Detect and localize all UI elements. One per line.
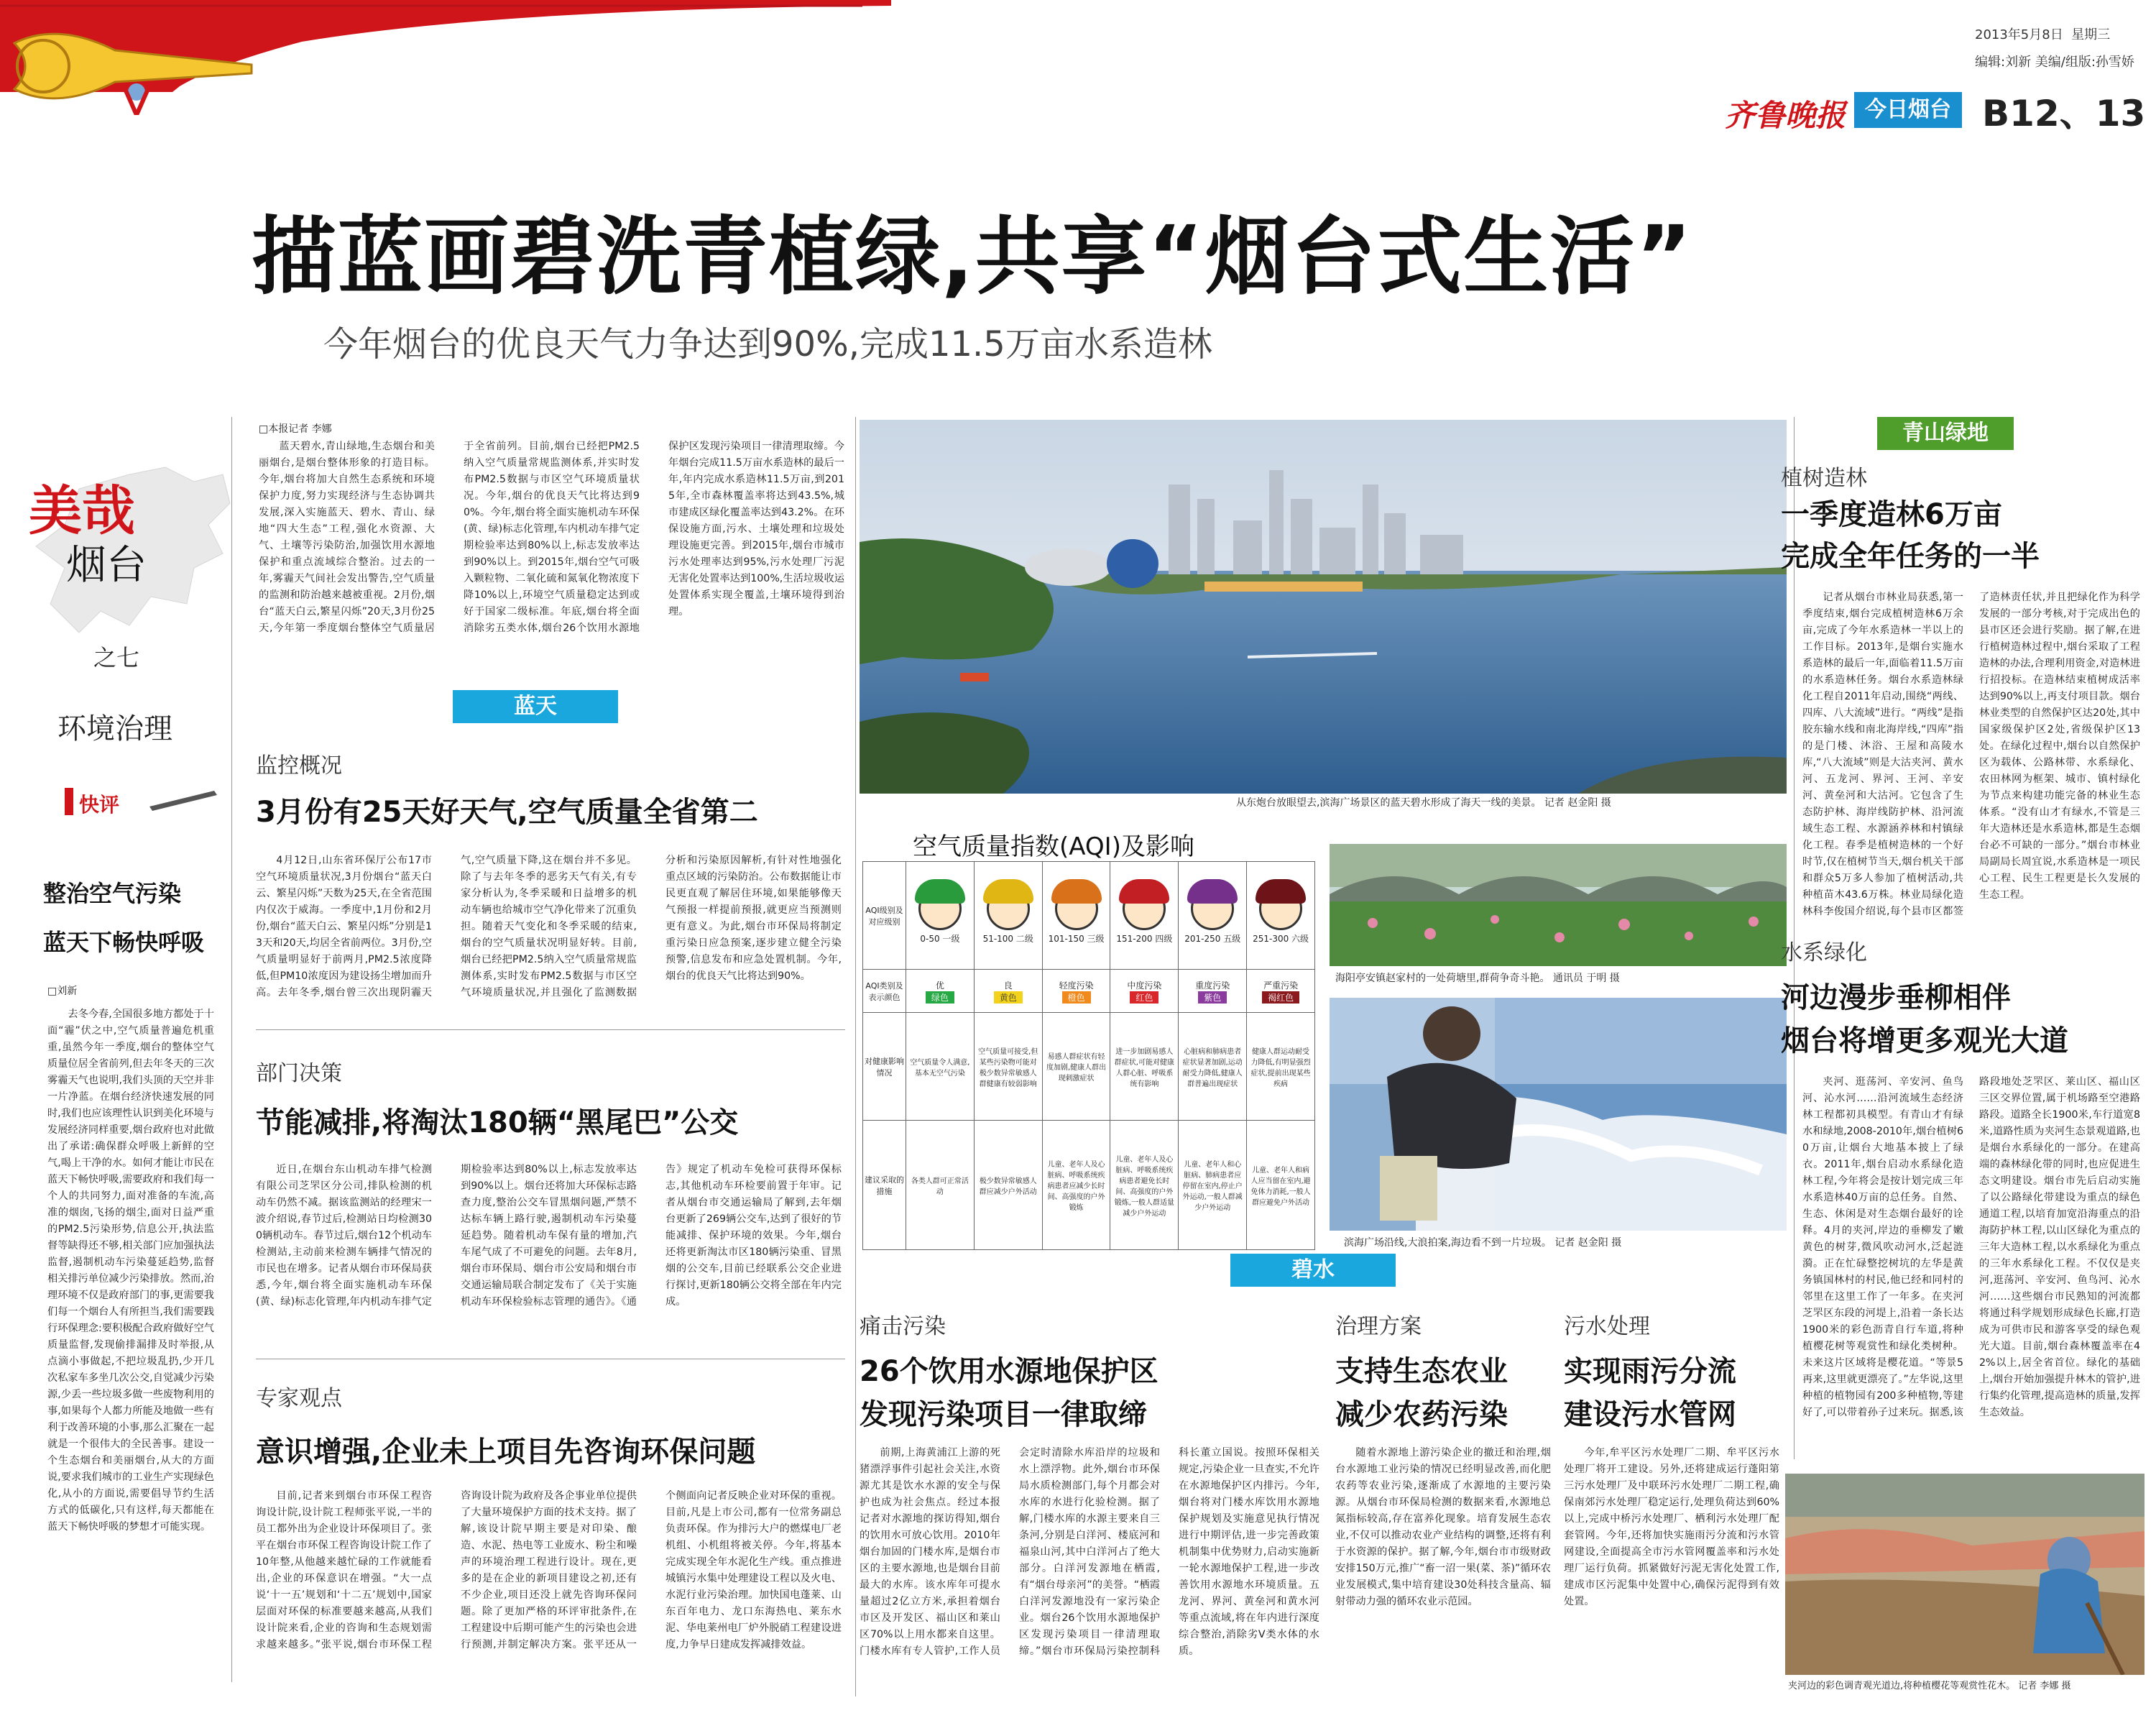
zhuanjia-text xyxy=(256,1488,842,1696)
column-divider xyxy=(855,417,856,1696)
comment-text xyxy=(47,1006,214,1625)
aqi-advice-cell: 儿童、老年人和心脏病、肺病患者应停留在室内,停止户外运动,一般人群减少户外运动 xyxy=(1179,1121,1247,1250)
newspaper-logo: 齐鲁晚报 xyxy=(1725,98,1846,133)
aqi-category: 轻度污染 xyxy=(1059,980,1094,991)
date-text: 2013年5月8日 xyxy=(1975,27,2063,42)
intro-text xyxy=(259,438,844,648)
aqi-level-cell xyxy=(906,862,975,970)
photo-coastline xyxy=(860,420,1787,794)
date xyxy=(1975,24,2110,43)
aqi-chart xyxy=(862,827,1315,1258)
aqi-color-swatch: 黄色 xyxy=(994,991,1023,1004)
aqi-health-cell: 进一步加剧易感人群症状,可能对健康人群心脏、呼吸系统有影响 xyxy=(1110,1013,1179,1121)
comment-author: □刘新 xyxy=(47,986,78,997)
bishui-s3-title-2: 建设污水管网 xyxy=(1564,1398,1736,1431)
photo-waves xyxy=(1330,998,1787,1231)
qingshan-s2-title-1: 河边漫步垂柳相伴 xyxy=(1781,981,2011,1014)
aqi-grade: 四级 xyxy=(1155,933,1173,944)
bishui-s1-title-1: 26个饮用水源地保护区 xyxy=(860,1355,1158,1388)
zhuanjia-paragraph: 目前,记者来到烟台市环保工程咨询设计院,设计院工程师张平说,一半的员工都外出为企业设计环保项目了。张平在烟台市环保工程咨询设计院工作了10年整,从他越来越忙碌的工作就能看出,企业的环保意识在增强。“大一点说‘十一五’规划和‘十二五’规划中,国家层面对环保的标准要越来越高,从我们设计院来看,企业的咨询和生态规划需求越来越多。”张平说,烟台市环保工程咨询设计院为政府及各企事业单位提供了大量环境保护方面的技术支持。据了解,该设计院早期主要是对印染、酿造、水泥、热电等工业废水、粉尘和噪声的环境治理工程进行设计。现在,更多的是在企业的新项目建设之初,还有不少企业,项目还没上就先咨询环保问题。除了更加严格的环评审批条件,在工程建设中后期可能产生的污染也会进行预测,并制定解决方案。张平还从一个侧面向记者反映企业对环保的重视。目前,凡是上市公司,都有一位常务副总负责环保。作为排污大户的燃煤电厂老机组、小机组将被关停。今年,将基本完成实现全年水泥化生产线。重点推进城镇污水集中处理建设工程以及火电、水泥行业污染治理。加快国电蓬莱、山东百年电力、龙口东海热电、莱东水泥、华电莱州电厂炉外脱硝工程建设进度,力争早日建成发挥减排效益。 xyxy=(256,1490,842,1650)
aqi-color-swatch: 紫色 xyxy=(1198,991,1227,1004)
bishui-s2-kicker: 治理方案 xyxy=(1335,1314,1422,1339)
aqi-category: 良 xyxy=(1003,980,1013,991)
section-tag-bishui: 碧水 xyxy=(1230,1254,1396,1287)
main-byline: □本报记者 李娜 xyxy=(259,423,332,435)
mascot-icon xyxy=(1055,887,1098,930)
aqi-advice-cell: 儿童、老年人及心脏病、呼吸系统疾病患者避免长时间、高强度的户外锻炼,一般人群适量减少户外运动 xyxy=(1110,1121,1179,1250)
bishui-s1-text xyxy=(860,1445,1319,1696)
coastline-photo xyxy=(860,420,1787,794)
headline: 描蓝画碧洗青植绿,共享“烟台式生活” xyxy=(252,207,1693,306)
photo4-caption: 夹河边的彩色调青观光道边,将种植樱花等观赏性花木。 记者 李娜 摄 xyxy=(1788,1681,2071,1691)
zhuanjia-title: 意识增强,企业未上项目先咨询环保问题 xyxy=(256,1436,756,1469)
subheadline: 今年烟台的优良天气力争达到90%,完成11.5万亩水系造林 xyxy=(323,324,1212,364)
section-label: 今日烟台 xyxy=(1854,92,1962,128)
aqi-range: 151-200 xyxy=(1116,933,1153,944)
aqi-level-cell xyxy=(1110,862,1179,970)
photo-planting xyxy=(1785,1474,2145,1675)
aqi-color-swatch: 红色 xyxy=(1130,991,1158,1004)
intro-paragraph: 蓝天碧水,青山绿地,生态烟台和美丽烟台,是烟台整体形象的打造目标。今年,烟台将加大自然生态系统和环境保护力度,努力实现经济与生态协调共发展,深入实施蓝天、碧水、青山、绿地“四大生态”工程,强化水资源、大气、土壤等污染防治,加强饮用水源地保护和重点流域综合整治。过去的一年,雾霾天气间社会发出警告,空气质量的监测和防治越来越被重视。2月份,烟台“蓝天白云,繁星闪烁”20天,3月份25天,今年第一季度烟台整体空气质量居于全省前列。目前,烟台已经把PM2.5纳入空气质量常规监测体系,并实时发布PM2.5数据与市区空气环境质量状况。今年,烟台的优良天气比将达到90%。今年,烟台将全面实施机动车环保(黄、绿)标志化管理,车内机动车排气定期检验率达到80%以上,标志发放率达到90%以上。到2015年,烟台空气可吸入颗粒物、二氧化硫和氮氧化物浓度下降10%以上,环境空气质量稳定达到或好于国家二级标准。年底,烟台将全面消除劣五类水体,烟台26个饮用水源地保护区发现污染项目一律清理取缔。今年烟台完成11.5万亩水系造林的最后一年,年内完成水系造林11.5万亩,到2015年,全市森林覆盖率将达到43.5%,城市建成区绿化覆盖率达到43.2%。在环保设施方面,污水、土壤处理和垃圾处理设施更完善。到2015年,烟台市城市污水处理率达到95%,污水处理厂污泥无害化处置率达到100%,生活垃圾收运处置体系实现全覆盖,土壤环境得到治理。 xyxy=(259,441,844,634)
aqi-grade: 六级 xyxy=(1291,933,1309,944)
bishui-s3-paragraph: 今年,牟平区污水处理厂二期、牟平区污水处理厂将开工建设。另外,还将建成运行蓬阳第三污水处理厂及中联环污水处理厂二期工程,确保南郊污水处理厂稳定运行,处理负荷达到60%以上,完成中桥污水处理厂、栖利污水处理厂配套管网。今年,还将加快实施雨污分流和污水管网建设,全面提高全市污水管网覆盖率和污水处理厂运行负荷。抓紧做好污泥无害化处置工作,建成市区污泥集中处置中心,确保污泥得到有效处置。 xyxy=(1564,1447,1779,1607)
aqi-advice-cell: 极少数异常敏感人群应减少户外活动 xyxy=(974,1121,1042,1250)
aqi-color-swatch: 褐红色 xyxy=(1262,991,1299,1004)
aqi-row-label: 对健康影响情况 xyxy=(863,1013,906,1121)
mascot-hair xyxy=(983,879,1033,904)
aqi-category-cell xyxy=(1042,970,1110,1013)
qingshan-s1-paragraph: 记者从烟台市林业局获悉,第一季度结束,烟台完成植树造林6万余亩,完成了今年水系造林一半以上的工作目标。2013年,是烟台实施水系造林的最后一年,面临着11.5万亩的水系造林任务。烟台水系造林绿化工程自2011年启动,围绕“两线、四库、八大流域”进行。“两线”是指胶东输水线和南北海岸线,“四库”指的是门楼、沐浴、王屋和高陵水库,“八大流域”则是大沽夹河、黄水河、五龙河、界河、王河、辛安河、黄垒河和大沽河。它包含了生态防护林、海岸线防护林、沿河流域生态工程、水源涵养林和村镇绿化工程。春季是植树造林的一个好时节,仅在植树节当天,烟台机关干部和群众5万多人参加了植树活动,共种植苗木43.6万株。林业局绿化造林科李俊国介绍说,每个县市区都签了造林责任状,并且把绿化作为科学发展的一部分考核,对于完成出色的县市区还会进行奖励。据了解,在进行植树造林过程中,烟台采取了工程造林的办法,合理利用资金,对造林进行招投标。在造林结束植树成活率达到90%以上,再支付项目款。烟台林业类型的自然保护区达20处,其中国家级保护区2处,省级保护区13处。在绿化过程中,烟台以自然保护区为载体、公路林带、水系绿化、农田林网为框架、城市、镇村绿化为节点来构建功能完备的林业生态体系。“没有山才有绿水,不管是三年大造林还是水系造林,都是生态烟台必不可缺的一部分。”烟台市林业局副局长周宜说,水系造林是一项民心工程、民生工程更是长久发展的生态工程。 xyxy=(1802,592,2140,917)
aqi-category: 严重污染 xyxy=(1263,980,1299,991)
aqi-category-cell xyxy=(906,970,975,1013)
aqi-health-cell: 易感人群症状有轻度加剧,健康人群出现刺激症状 xyxy=(1042,1013,1110,1121)
aqi-grade: 三级 xyxy=(1087,933,1105,944)
mascot-icon xyxy=(987,887,1030,930)
aqi-category-cell xyxy=(1110,970,1179,1013)
bishui-s2-paragraph: 随着水源地上游污染企业的撤迁和治理,烟台水源地工业污染的情况已经明显改善,而化肥农药等农业污染,逐渐成了水源地的主要污染源。从烟台市环保局检测的数据来看,水源地总氮指标较高,存在富养化现象。培育发展生态农业,不仅可以推动农业产业结构的调整,还将有利于水资源的保护。据了解,今年,烟台市市级财政安排150万元,推广“畜一沼一果(菜、茶)”循环农业发展模式,集中培育建设30处科技含量高、辐射带动力强的循环农业示范园。 xyxy=(1335,1447,1551,1607)
mascot-hair xyxy=(1256,879,1306,904)
aqi-level-cell xyxy=(1042,862,1110,970)
masthead-banner xyxy=(0,0,898,115)
bishui-s3-kicker: 污水处理 xyxy=(1564,1314,1650,1339)
logo-meizai: 美哉 xyxy=(29,480,135,542)
aqi-grade: 五级 xyxy=(1223,933,1241,944)
editors: 编辑:刘新 美编/组版:孙雪娇 xyxy=(1975,55,2134,70)
photo1-caption: 从东炮台放眼望去,滨海广场景区的蓝天碧水形成了海天一线的美景。 记者 赵金阳 摄 xyxy=(1236,797,1611,809)
aqi-range: 251-300 xyxy=(1253,933,1289,944)
aqi-grade: 二级 xyxy=(1015,933,1033,944)
page-numbers: B12、13 xyxy=(1982,93,2146,134)
logo-yantai: 烟台 xyxy=(66,542,147,589)
bishui-s2-title-2: 减少农药污染 xyxy=(1335,1398,1508,1431)
divider xyxy=(256,1029,845,1030)
mascot-icon xyxy=(1123,887,1166,930)
bishui-s1-paragraph: 前期,上海黄浦江上游的死猪漂浮事件引起社会关注,水资源尤其是饮水水源的安全与保护也成为社会焦点。经过本报记者对水源地的探访得知,烟台的饮用水可放心饮用。2010年烟台加固的门楼水库,是烟台市区的主要水源地,也是烟台目前最大的水库。该水库年可提水量超过2亿立方米,承担着烟台市区及开发区、福山区和莱山区70%以上用水都来自这里。门楼水库有专人管护,工作人员会定时清除水库沿岸的垃圾和水上漂浮物。此外,烟台市环保局水质检测部门,每个月都会对水库的水进行化验检测。据了解,门楼水库的水源主要来自三条河,分别是白洋河、楼底河和福泉山河,其中白洋河占了绝大部分。白洋河发源地在栖霞,有“烟台母亲河”的美誉。“栖霞白洋河发源地没有一家污染企业。烟台26个饮用水源地保护区发现污染项目一律清理取缔。”烟台市环保局污染控制科科长董立国说。按照环保相关规定,污染企业一旦查实,不允许在水源地保护区内排污。今年,烟台将对门楼水库饮用水源地保护规划及实施意见执行情况进行中期评估,进一步完善政策机制集中优势财力,启动实施新一轮水源地保护工程,进一步改善饮用水源地水环境质量。五龙河、界河、黄垒河和黄水河等重点流域,将在年内进行深度综合整治,消除劣V类水体的水质。 xyxy=(860,1447,1319,1657)
aqi-table xyxy=(862,861,1315,1250)
aqi-range: 51-100 xyxy=(982,933,1014,944)
planting-photo xyxy=(1785,1474,2145,1675)
lotus-photo xyxy=(1330,844,1787,966)
aqi-row-label: AQI级别及对应级别 xyxy=(863,862,906,970)
series-number: 之七 xyxy=(93,644,140,671)
aqi-health-cell: 空气质量可接受,但某些污染物可能对极少数异常敏感人群健康有较弱影响 xyxy=(974,1013,1042,1121)
aqi-category: 优 xyxy=(935,980,944,991)
qingshan-s2-text xyxy=(1802,1074,2140,1462)
waves-photo xyxy=(1330,998,1787,1231)
comment-paragraph: 去冬今春,全国很多地方都处于十面“霾”伏之中,空气质量普遍危机重重,虽然今年一季度,烟台的整体空气质量位居全省前列,但去年冬天的三次雾霾天气也说明,我们头顶的天空并非一片净蓝。在烟台经济快速发展的同时,我们也应该理性认识到美化环境与发展经济同样重要,烟台政府也对此做出了承诺:确保群众呼吸上新鲜的空气,喝上干净的水。如何才能让市民在蓝天下畅快呼吸,需要政府和我们每一个人的共同努力,面对准备的车流,高准的烟囱,飞扬的烟尘,面对日益严重的PM2.5污染形势,信息公开,执法监督等缺得还不够,相关部门应加强执法监督,遏制机动车污染蔓延趋势,监督相关排污单位减少污染排放。然而,治理环境不仅是政府部门的事,更需要我们每一个烟台人有所担当,我们需要践行环保理念:要积极配合政府做好空气质量监督,发现偷排漏排及时举报,从点滴小事做起,不把垃圾乱扔,少开几次私家车多坐几次公交,自觉减少污染源,少丢一些垃圾多做一些废物利用的事,如果每个人都力所能及地做一些有利于改善环境的小事,那么汇聚在一起就是一个很伟大的全民善事。建设一个生态烟台和美丽烟台,从大的方面说,要求我们城市的工业生产实现绿色化,从小的方面说,需要倡导节约生活方式的低碳化,只有这样,每天都能在蓝天下畅快呼吸的梦想才可能实现。 xyxy=(47,1009,214,1533)
bumen-kicker: 部门决策 xyxy=(256,1061,342,1086)
aqi-row-label: AQI类别及表示颜色 xyxy=(863,970,906,1013)
mascot-hair xyxy=(915,879,965,904)
bishui-s1-title-2: 发现污染项目一律取缔 xyxy=(860,1398,1147,1431)
zhuanjia-kicker: 专家观点 xyxy=(256,1386,342,1411)
aqi-category-cell xyxy=(1247,970,1315,1013)
mascot-hair xyxy=(1187,879,1238,904)
aqi-range: 101-150 xyxy=(1048,933,1084,944)
slogan-right: 烟台冲锋号 xyxy=(424,42,661,98)
slogan-left: 工作落实年· xyxy=(259,51,437,90)
comment-title-1: 整治空气污染 xyxy=(43,880,182,907)
comment-title-2: 蓝天下畅快呼吸 xyxy=(43,929,205,956)
mascot-hair xyxy=(1119,879,1169,904)
bishui-s3-text xyxy=(1564,1445,1779,1696)
jiance-text xyxy=(256,853,842,1011)
aqi-advice-cell: 各类人群可正常活动 xyxy=(906,1121,975,1250)
mascot-icon xyxy=(1259,887,1302,930)
aqi-health-cell: 心脏病和肺病患者症状显著加剧,运动耐受力降低,健康人群普遍出现症状 xyxy=(1179,1013,1247,1121)
aqi-color-swatch: 绿色 xyxy=(926,991,954,1004)
bishui-s1-kicker: 痛击污染 xyxy=(860,1314,946,1339)
bishui-s2-text xyxy=(1335,1445,1551,1696)
qingshan-s1-title-2: 完成全年任务的一半 xyxy=(1781,540,2040,573)
bumen-paragraph: 近日,在烟台东山机动车排气检测有限公司芝罘区分公司,排队检测的机动车仍然不减。据该监测站的经理宋一波介绍说,春节过后,检测站日均检测300辆机动车。春节过后,烟台12个机动车检测站,主动前来检测车辆排气情况的市民也在增多。记者从烟台市环保局获悉,今年,烟台将全面实施机动车环保(黄、绿)标志化管理,年内机动车排气定期检验率达到80%以上,标志发放率达到90%以上。烟台还将加大环保标志路查力度,整治公交车冒黑烟问题,严禁不达标车辆上路行驶,遏制机动车污染蔓延趋势。随着机动车保有量的增加,汽车尾气成了不可避免的问题。去年8月,烟台市环保局、烟台市公安局和烟台市交通运输局联合制定发布了《关于实施机动车环保检验标志管理的通告》。《通告》规定了机动车免检可获得环保标志,其他机动车环检要前置于年审。记者从烟台市交通运输局了解到,去年烟台更新了269辆公交车,达到了很好的节能减排、保护环境的效果。今年,烟台还将更新淘汰市区180辆污染重、冒黑烟的公交车,目前已经联系公交企业进行探讨,更新180辆公交将全部在年内完成。 xyxy=(256,1164,842,1308)
aqi-range: 0-50 xyxy=(920,933,940,944)
section-tag-lantian: 蓝天 xyxy=(453,690,618,723)
aqi-category: 中度污染 xyxy=(1127,980,1162,991)
aqi-category-cell xyxy=(974,970,1042,1013)
bumen-title: 节能减排,将淘汰180辆“黑尾巴”公交 xyxy=(256,1106,739,1139)
jiance-title: 3月份有25天好天气,空气质量全省第二 xyxy=(256,796,758,829)
qingshan-s2-paragraph: 夹河、逛荡河、辛安河、鱼鸟河、沁水河……沿河流域生态经济林工程都初具模型。有青山才有绿水和绿地,2008-2010年,烟台植树60万亩,让烟台大地基本披上了绿衣。2011年,烟台启动水系绿化造林工程,今年将会是按计划完成三年水系造林40万亩的总任务。自然、生态、休闲是对生态烟台最好的诠释。4月的夹河,岸边的垂柳发了嫩黄色的树芽,微风吹动河水,泛起涟漪。正在忙碌整挖树坑的左华是黄务镇国林村的村民,他已经和同村的邻里在这里工作了一年多。在夹河芝罘区东段的河堤上,沿着一条长达1900米的彩色沥青自行车道,将种植樱花树等观赏性和绿化类树种。未来这片区域将是樱花道。“等景5再来,这里就更漂亮了。”左华说,这里种植的植物园有200多种植物,等建好了,可以带着孙子过来玩。据悉,该路段地处芝罘区、莱山区、福山区三区交界位置,属于机场路至空港路路段。道路全长1900米,车行道宽8米,道路性质为夹河生态景观道路,也是烟台水系绿化的一部分。在建高端的森林绿化带的同时,也应促进生态文明建设。烟台市先后启动实施了以公路绿化带建设为重点的绿色通道工程,以培育加宽沿海重点的沿海防护林工程,以山区绿化为重点的三年大造林工程,以水系绿化为重点的三年水系绿化工程。不仅仅是夹河,逛荡河、辛安河、鱼鸟河、沁水河……这些烟台市民熟知的河流都将通过科学规划形成绿色长廊,打造成为可供市民和游客享受的绿色观光大道。目前,烟台森林覆盖率在42%以上,居全省首位。绿化的基础上,烟台开始加强提升林木的管护,进行集约化管理,提高造林的质量,发挥生态效益。 xyxy=(1802,1076,2140,1418)
aqi-level-cell xyxy=(1179,862,1247,970)
aqi-title: 空气质量指数(AQI)及影响 xyxy=(913,832,1194,861)
qingshan-s2-title-2: 烟台将增更多观光大道 xyxy=(1781,1024,2068,1057)
aqi-category-cell xyxy=(1179,970,1247,1013)
bumen-text xyxy=(256,1162,842,1334)
topic-label: 环境治理 xyxy=(57,712,172,745)
aqi-grade: 一级 xyxy=(942,933,960,944)
mascot-hair xyxy=(1051,879,1102,904)
jiance-paragraph: 4月12日,山东省环保厅公布17市空气环境质量状况,3月份烟台“蓝天白云、繁星闪烁”天数为25天,在全省范围内仅次于威海。一季度中,1月份和2月份,烟台“蓝天白云、繁星闪烁”分别是13天和20天,均居全省前两位。3月份,空气质量明显好于前两月,PM2.5浓度降低,但PM10浓度因为建设扬尘增加而升高。去年冬季,烟台曾三次出现阴霾天气,空气质量下降,这在烟台并不多见。除了与去年冬季的恶劣天气有关,有专家分析认为,冬季采暖和日益增多的机动车辆也给城市空气净化带来了沉重负担。随着天气变化和冬季采暖的结束,烟台的空气质量状况明显好转。目前,烟台已经把PM2.5纳入空气质量常规监测体系,实时发布PM2.5数据与市区空气环境质量状况,并且强化了监测数据分析和污染原因解析,有针对性地强化重点区域的污染防治。公布数据能让市民更直观了解居住环境,如果能够像天气预报一样提前预报,就更应当预测则更有意义。为此,烟台市环保局将制定重污染日应急预案,逐步建立健全污染预警,信息发布和应急处置机制。今年,烟台的优良天气比将达到90%。 xyxy=(256,855,842,998)
aqi-category: 重度污染 xyxy=(1195,980,1230,991)
mascot-icon xyxy=(1191,887,1234,930)
qingshan-s1-title-1: 一季度造林6万亩 xyxy=(1781,498,2002,531)
aqi-advice-cell: 儿童、老年人及心脏病、呼吸系统疾病患者应减少长时间、高强度的户外锻炼 xyxy=(1042,1121,1110,1250)
aqi-color-swatch: 橙色 xyxy=(1062,991,1091,1004)
qingshan-s1-kicker: 植树造林 xyxy=(1781,466,1867,491)
aqi-range: 201-250 xyxy=(1184,933,1221,944)
section-tag-qingshan: 青山绿地 xyxy=(1877,417,2014,450)
aqi-row-label: 建议采取的措施 xyxy=(863,1121,906,1250)
kuaiping-badge xyxy=(63,785,164,818)
bishui-s2-title-1: 支持生态农业 xyxy=(1335,1355,1508,1388)
photo3-caption: 滨海广场沿线,大浪拍案,海边看不到一片垃圾。 记者 赵金阳 摄 xyxy=(1344,1237,1622,1249)
mascot-icon xyxy=(918,887,962,930)
aqi-health-cell: 空气质量令人满意,基本无空气污染 xyxy=(906,1013,975,1121)
bishui-s3-title-1: 实现雨污分流 xyxy=(1564,1355,1736,1388)
photo-lotus xyxy=(1330,844,1787,966)
aqi-level-cell xyxy=(1247,862,1315,970)
qingshan-s1-text xyxy=(1802,589,2140,949)
kuaiping-label: 快评 xyxy=(79,793,120,817)
photo2-caption: 海阳亭安镇赵家村的一处荷塘里,群荷争奇斗艳。 通讯员 于明 摄 xyxy=(1335,973,1620,984)
qingshan-s2-kicker: 水系绿化 xyxy=(1781,940,1867,965)
sidebar-divider xyxy=(231,417,232,1682)
aqi-level-cell xyxy=(974,862,1042,970)
aqi-advice-cell: 儿童、老年人和病人应当留在室内,避免体力消耗,一般人群应避免户外活动 xyxy=(1247,1121,1315,1250)
aqi-health-cell: 健康人群运动耐受力降低,有明显强烈症状,提前出现某些疾病 xyxy=(1247,1013,1315,1121)
jiance-kicker: 监控概况 xyxy=(256,753,342,779)
weekday: 星期三 xyxy=(2071,27,2111,42)
